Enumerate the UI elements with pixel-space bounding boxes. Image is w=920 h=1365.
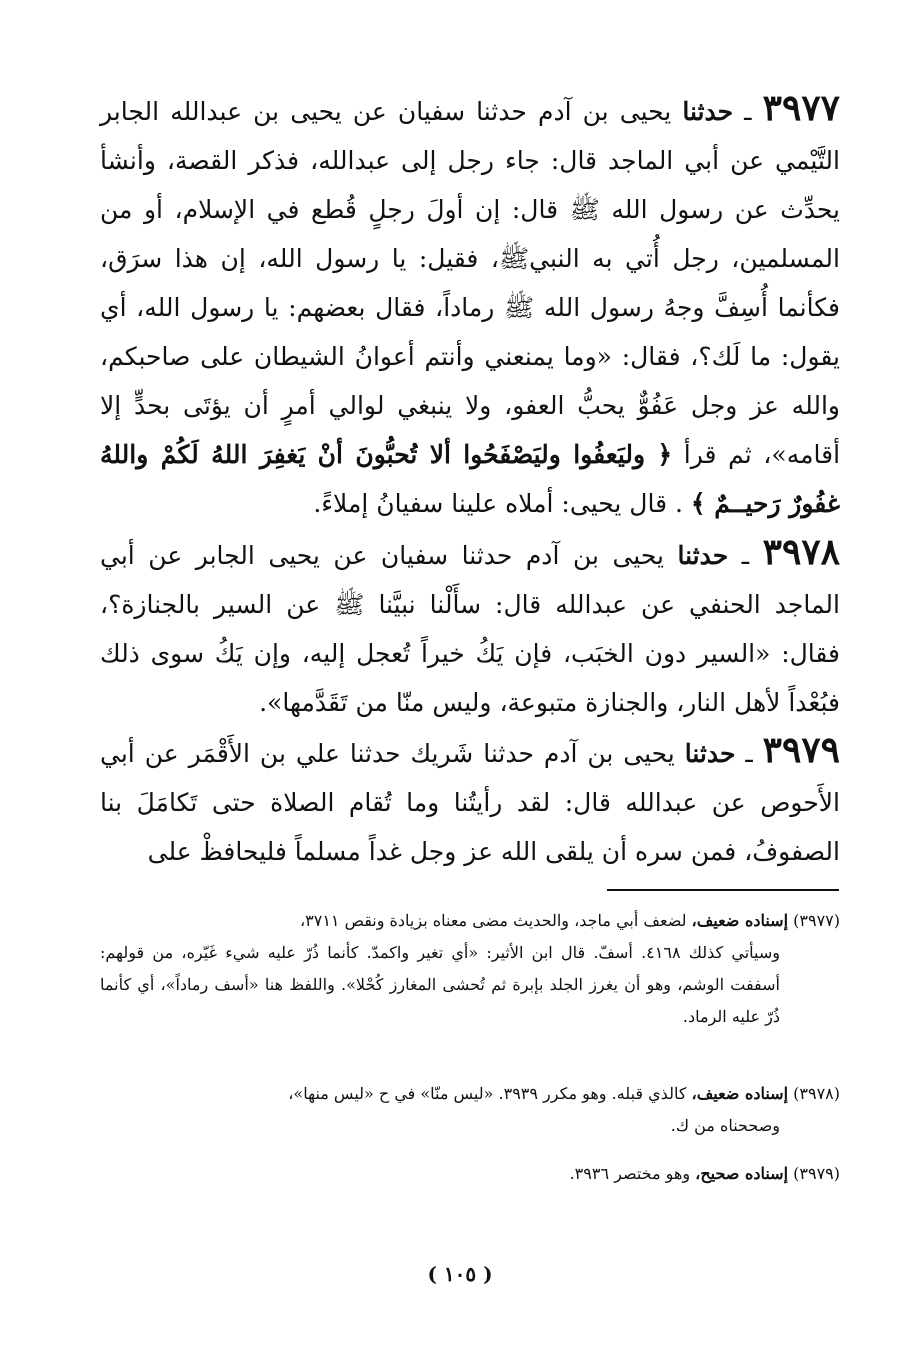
footnote-text: لضعف أبي ماجد، والحديث مضى معناه بزيادة ونقص ٣٧١١، [299,911,687,930]
footnote-3977 [100,905,840,1033]
hadith-tail: . قال يحيى: أملاه علينا سفيانُ إملاءً. [313,489,683,518]
hadith-3977 [100,84,840,528]
footnote-continuation: وصححناه من ك. [670,1116,780,1135]
hadith-text: يحيى بن آدم حدثنا سفيان عن يحيى بن عبدالله الجابر التَّيْمي عن أبي الماجد قال: جاء رجل إلى عبدالله، فذكر القصة، وأنشأ يحدِّث عن رسول الله ﷺ قال: إن أولَ رجلٍ قُطع في الإسلام، أو من المسلمين، رجل أُتي به النبيﷺ، فقيل: يا رسول الله، إن هذا سرَق، فكأنما أُسِفَّ وجهُ رسول الله ﷺ رماداً، فقال بعضهم: يا رسول الله، أي يقول: ما لَك؟، فقال: «وما يمنعني وأنتم أعوانُ الشيطان على صاحبكم، والله عز وجل عَفُوٌّ يحبُّ العفو، ولا ينبغي لوالي أمرٍ أن يؤتَى بحدٍّ إلا أقامه»، ثم قرأ [100,97,841,469]
footnote-verdict: إسناده ضعيف، [691,1084,789,1103]
hadith-lead: حدثنا [682,97,734,126]
footnote-first-line [100,1158,840,1190]
hadith-3979 [100,726,840,876]
dash: ـ [728,541,750,570]
hadith-text: يحيى بن آدم حدثنا سفيان عن يحيى الجابر عن أبي الماجد الحنفي عن عبدالله قال: سأَلْنا نبيَّنا ﷺ عن السير بالجنازة؟، فقال: «السير دون الخبَب، فإن يَكُ خيراً تُعجل إليه، وإن يَكُ سوى ذلك فبُعْداً لأهل النار، والجنازة متبوعة، وليس منّا من تَقَدَّمها». [100,541,840,717]
footnote-continuation: وسيأتي كذلك ٤١٦٨. أسفّ. قال ابن الأثير: «أي تغير واكمدّ. كأنما ذُرّ عليه شيء غَيّره، من قولهم: أسففت الوشم، وهو أن يغرز الجلد بإبرة ثم تُحشى المغارز كُحْلا». واللفظ هنا «أسف رماداً»، أي كأنما ذُرّ عليه الرماد. [100,943,781,1026]
quran-verse: ﴿ وليَعفُوا وليَصْفَحُوا ألا تُحبُّونَ أنْ يَغفِرَ اللهُ لَكُمْ واللهُ غفُورٌ رَحيــمٌ ﴾ [100,440,840,518]
hadith-number: ٣٩٧٩ [762,729,840,771]
footnote-verdict: إسناده صحيح، [695,1164,789,1183]
footnote-separator [607,889,839,891]
dash: ـ [735,739,753,768]
footnote-ref: (٣٩٧٨) [793,1084,840,1103]
footnote-text: وهو مختصر ٣٩٣٦. [569,1164,691,1183]
footnote-ref: (٣٩٧٧) [793,911,840,930]
page-number: ( ١٠٥ ) [427,1262,493,1286]
hadith-lead: حدثنا [684,739,736,768]
footnote-3978 [100,1078,840,1142]
hadith-number: ٣٩٧٧ [762,87,840,129]
hadith-number: ٣٩٧٨ [762,531,840,573]
hadith-3978 [100,528,840,727]
footnote-verdict: إسناده ضعيف، [691,911,789,930]
hadith-text: يحيى بن آدم حدثنا شَريك حدثنا علي بن الأَقْمَر عن أبي الأَحوص عن عبدالله قال: لقد رأيتُنا وما تُقام الصلاة حتى تَكامَلَ بنا الصفوفُ، فمن سره أن يلقى الله عز وجل غداً مسلماً فليحافظْ على [100,739,840,866]
dash: ـ [733,97,752,126]
footnote-text: كالذي قبله. وهو مكرر ٣٩٣٩. «ليس منّا» في ح «ليس منها»، [288,1084,687,1103]
hadith-lead: حدثنا [677,541,729,570]
footnote-ref: (٣٩٧٩) [793,1164,840,1183]
footnote-first-line [100,1078,840,1110]
footnote-3979 [100,1158,840,1190]
footnote-first-line [100,905,840,937]
